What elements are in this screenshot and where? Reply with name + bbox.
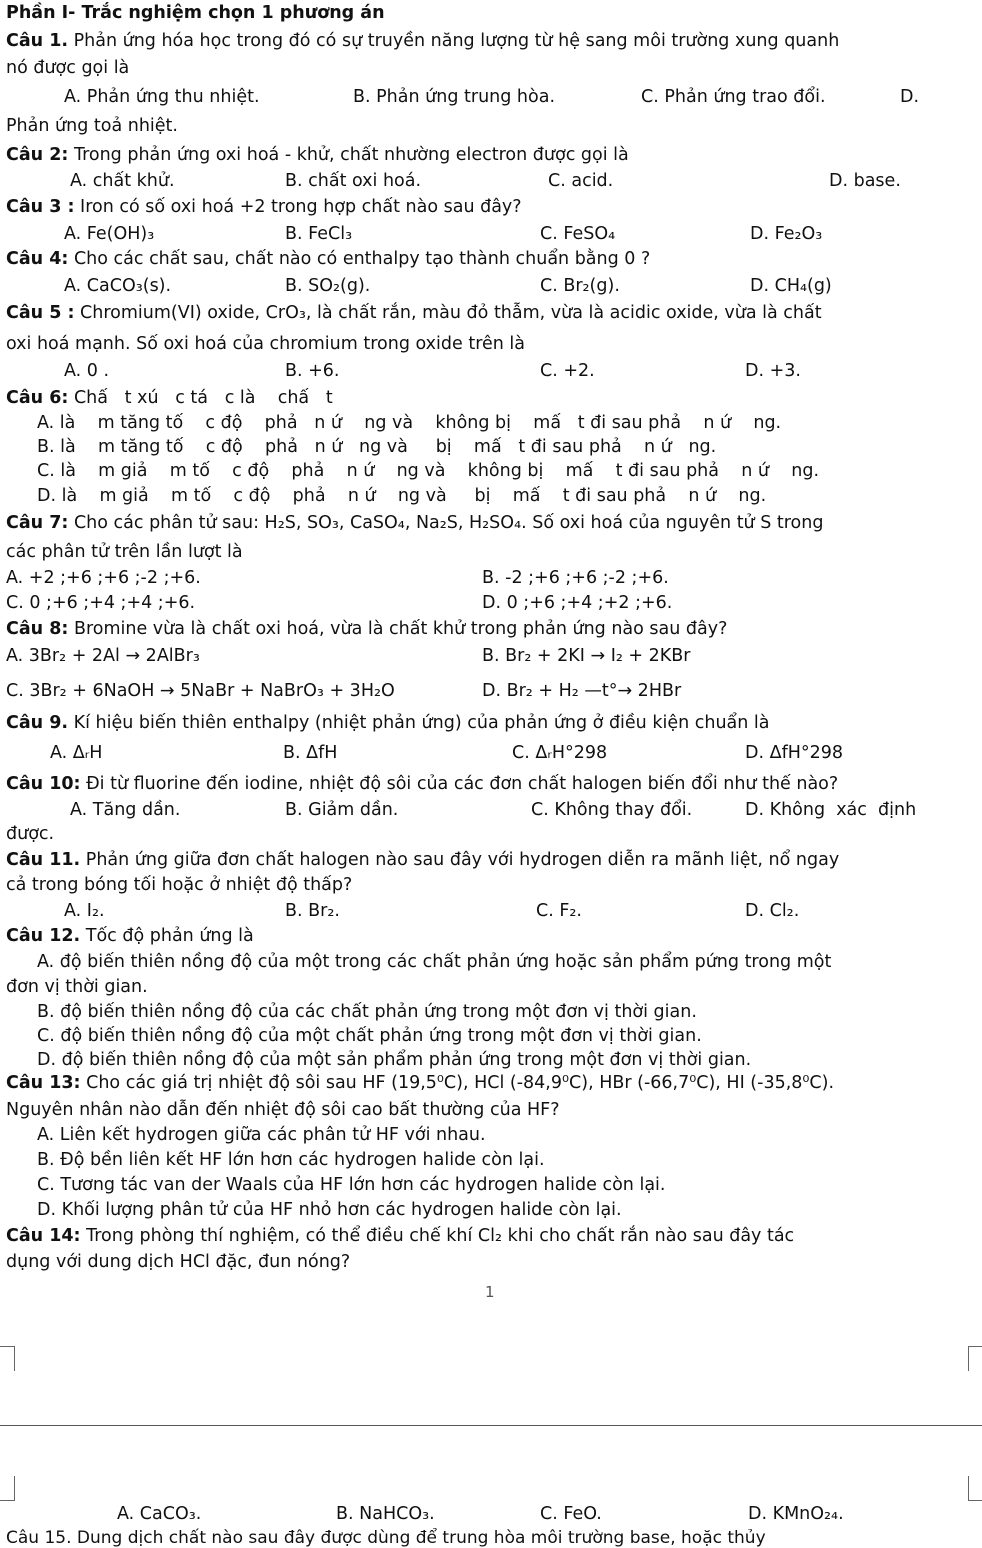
options-q8-row2 <box>0 680 982 702</box>
question-text-cont: nó được gọi là <box>6 58 130 78</box>
question-5 <box>6 302 822 324</box>
question-text: Iron có số oxi hoá +2 trong hợp chất nào sau đây? <box>74 197 522 217</box>
option-a: A. là m tăng tố c độ phả n ứ ng và không bị mấ t đi sau phả n ứ ng. <box>37 413 782 433</box>
question-text: Cho các phân tử sau: H₂S, SO₃, CaSO₄, Na₂S, H₂SO₄. Số oxi hoá của nguyên tử S trong <box>68 513 824 533</box>
option-c: C. Br₂(g). <box>540 276 620 296</box>
options-q8-row1 <box>0 645 982 667</box>
option-a: A. 3Br₂ + 2Al → 2AlBr₃ <box>6 646 200 666</box>
option-d: D. Không xác định <box>745 800 917 820</box>
question-text: Kí hiệu biến thiên enthalpy (nhiệt phản ứng) của phản ứng ở điều kiện chuẩn là <box>68 713 770 733</box>
option-a: A. I₂. <box>64 901 105 921</box>
section-heading: Phần I- Trắc nghiệm chọn 1 phương án <box>6 3 385 23</box>
option-a: A. Fe(OH)₃ <box>64 224 155 244</box>
option-b: B. Br₂. <box>285 901 340 921</box>
question-label: Câu 11. <box>6 850 81 870</box>
page-number: 1 <box>485 1283 495 1301</box>
option-b: B. -2 ;+6 ;+6 ;-2 ;+6. <box>482 568 669 588</box>
option-b: B. Độ bền liên kết HF lớn hơn các hydrogen halide còn lại. <box>37 1150 545 1170</box>
page-corner-mark <box>968 1346 982 1371</box>
question-2 <box>6 144 629 166</box>
option-c: C. độ biến thiên nồng độ của một chất phản ứng trong một đơn vị thời gian. <box>37 1026 702 1046</box>
question-13 <box>6 1072 834 1094</box>
options-q7-row1 <box>0 567 982 589</box>
question-label: Câu 12. <box>6 926 81 946</box>
page-corner-mark <box>968 1476 982 1501</box>
question-label: Câu 14: <box>6 1226 81 1246</box>
option-c: C. là m giả m tố c độ phả n ứ ng và không bị mấ t đi sau phả n ứ ng. <box>37 461 820 481</box>
option-a-cont: đơn vị thời gian. <box>6 977 148 997</box>
option-d: D. <box>900 87 920 107</box>
question-label: Câu 2: <box>6 145 69 165</box>
question-8 <box>6 618 727 640</box>
options-q14 <box>0 1503 982 1525</box>
option-c: C. 0 ;+6 ;+4 ;+4 ;+6. <box>6 593 196 613</box>
question-label: Câu 6: <box>6 388 69 408</box>
option-d: D. là m giả m tố c độ phả n ứ ng và bị mấ t đi sau phả n ứ ng. <box>37 486 767 506</box>
page-break-line <box>0 1425 982 1426</box>
options-q5 <box>0 360 982 382</box>
option-a: A. +2 ;+6 ;+6 ;-2 ;+6. <box>6 568 201 588</box>
question-text: Tốc độ phản ứng là <box>80 926 254 946</box>
option-d: D. ΔfH°298 <box>745 743 844 763</box>
option-b: B. chất oxi hoá. <box>285 171 422 191</box>
question-label: Câu 13: <box>6 1073 81 1093</box>
option-a: A. chất khử. <box>70 171 175 191</box>
option-c: C. Tương tác van der Waals của HF lớn hơn các hydrogen halide còn lại. <box>37 1175 666 1195</box>
question-label: Câu 4: <box>6 249 69 269</box>
option-d: D. 0 ;+6 ;+4 ;+2 ;+6. <box>482 593 673 613</box>
question-10 <box>6 773 838 795</box>
option-b: B. FeCl₃ <box>285 224 353 244</box>
options-q7-row2 <box>0 592 982 614</box>
question-4 <box>6 248 650 270</box>
question-text: Đi từ fluorine đến iodine, nhiệt độ sôi của các đơn chất halogen biến đổi như thế nào? <box>80 774 839 794</box>
question-6 <box>6 387 333 409</box>
question-label: Câu 1. <box>6 31 69 51</box>
option-d: D. +3. <box>745 361 801 381</box>
options-q3 <box>0 223 982 245</box>
option-a: A. CaCO₃. <box>117 1504 202 1524</box>
option-b: B. SO₂(g). <box>285 276 371 296</box>
option-a: A. độ biến thiên nồng độ của một trong các chất phản ứng hoặc sản phẩm pứng trong một <box>37 952 832 972</box>
option-a: A. Liên kết hydrogen giữa các phân tử HF với nhau. <box>37 1125 486 1145</box>
question-text: Cho các giá trị nhiệt độ sôi sau HF (19,5⁰C), HCl (-84,9⁰C), HBr (-66,7⁰C), HI (-35,8⁰C). <box>80 1073 835 1093</box>
option-d: D. Khối lượng phân tử của HF nhỏ hơn các hydrogen halide còn lại. <box>37 1200 622 1220</box>
question-label: Câu 3 : <box>6 197 75 217</box>
page-corner-mark <box>0 1476 15 1501</box>
option-a: A. Tăng dần. <box>70 800 181 820</box>
question-text: Phản ứng hóa học trong đó có sự truyền năng lượng từ hệ sang môi trường xung quanh <box>68 31 840 51</box>
options-q4 <box>0 275 982 297</box>
option-d: D. Cl₂. <box>745 901 800 921</box>
question-11 <box>6 849 839 871</box>
option-d: D. Br₂ + H₂ —t°→ 2HBr <box>482 681 682 701</box>
option-c: C. ΔᵣH°298 <box>512 743 608 763</box>
option-c: C. acid. <box>548 171 614 191</box>
question-text-cont: Nguyên nhân nào dẫn đến nhiệt độ sôi cao bất thường của HF? <box>6 1100 560 1120</box>
question-text-cont: oxi hoá mạnh. Số oxi hoá của chromium trong oxide trên là <box>6 334 526 354</box>
option-c: C. FeO. <box>540 1504 602 1524</box>
question-text: Cho các chất sau, chất nào có enthalpy tạo thành chuẩn bằng 0 ? <box>68 249 651 269</box>
question-text: Chromium(VI) oxide, CrO₃, là chất rắn, màu đỏ thẫm, vừa là acidic oxide, vừa là chất <box>74 303 822 323</box>
options-q11 <box>0 900 982 922</box>
option-a: A. ΔᵣH <box>50 743 103 763</box>
question-14 <box>6 1225 794 1247</box>
option-a: A. CaCO₃(s). <box>64 276 172 296</box>
question-12 <box>6 925 254 947</box>
option-b: B. ΔfH <box>283 743 338 763</box>
option-b: B. NaHCO₃. <box>336 1504 435 1524</box>
question-label: Câu 5 : <box>6 303 75 323</box>
question-text-cont: dụng với dung dịch HCl đặc, đun nóng? <box>6 1252 351 1272</box>
options-q2 <box>0 170 982 192</box>
question-label: Câu 9. <box>6 713 69 733</box>
option-b: B. Br₂ + 2KI → I₂ + 2KBr <box>482 646 691 666</box>
option-c: C. FeSO₄ <box>540 224 616 244</box>
question-9 <box>6 712 770 734</box>
option-b: B. Giảm dần. <box>285 800 399 820</box>
question-label: Câu 8: <box>6 619 69 639</box>
question-text-cont: các phân tử trên lần lượt là <box>6 542 243 562</box>
question-label: Câu 7: <box>6 513 69 533</box>
question-3 <box>6 196 522 218</box>
option-d-cont: được. <box>6 824 55 844</box>
question-15-partial: Câu 15. Dung dịch chất nào sau đây được dùng để trung hòa môi trường base, hoặc thủy <box>6 1528 766 1548</box>
option-a: A. 0 . <box>64 361 110 381</box>
option-d-cont: Phản ứng toả nhiệt. <box>6 116 178 136</box>
option-b: B. +6. <box>285 361 340 381</box>
option-c: C. Không thay đổi. <box>531 800 693 820</box>
question-1 <box>6 30 839 52</box>
question-text: Trong phòng thí nghiệm, có thể điều chế khí Cl₂ khi cho chất rắn nào sau đây tác <box>80 1226 795 1246</box>
option-d: D. KMnO₂₄. <box>748 1504 844 1524</box>
question-text-cont: cả trong bóng tối hoặc ở nhiệt độ thấp? <box>6 875 353 895</box>
page-corner-mark <box>0 1346 15 1371</box>
options-q10 <box>0 799 982 821</box>
option-c: C. Phản ứng trao đổi. <box>641 87 826 107</box>
question-text: Phản ứng giữa đơn chất halogen nào sau đây với hydrogen diễn ra mãnh liệt, nổ ngay <box>80 850 840 870</box>
option-d: D. CH₄(g) <box>750 276 832 296</box>
option-b: B. Phản ứng trung hòa. <box>353 87 556 107</box>
option-d: D. base. <box>829 171 901 191</box>
options-q9 <box>0 742 982 764</box>
question-7 <box>6 512 823 534</box>
question-text: Chấ t xú c tá c là chấ t <box>68 388 333 408</box>
question-text: Trong phản ứng oxi hoá - khử, chất nhường electron được gọi là <box>68 145 629 165</box>
option-b: B. là m tăng tố c độ phả n ứ ng và bị mấ t đi sau phả n ứ ng. <box>37 437 717 457</box>
option-c: C. +2. <box>540 361 595 381</box>
question-label: Câu 10: <box>6 774 81 794</box>
options-q1 <box>0 86 982 108</box>
option-c: C. F₂. <box>536 901 582 921</box>
option-b: B. độ biến thiên nồng độ của các chất phản ứng trong một đơn vị thời gian. <box>37 1002 697 1022</box>
option-c: C. 3Br₂ + 6NaOH → 5NaBr + NaBrO₃ + 3H₂O <box>6 681 395 701</box>
option-a: A. Phản ứng thu nhiệt. <box>64 87 260 107</box>
option-d: D. Fe₂O₃ <box>750 224 823 244</box>
question-text: Bromine vừa là chất oxi hoá, vừa là chất khử trong phản ứng nào sau đây? <box>68 619 728 639</box>
option-d: D. độ biến thiên nồng độ của một sản phẩm phản ứng trong một đơn vị thời gian. <box>37 1050 752 1070</box>
